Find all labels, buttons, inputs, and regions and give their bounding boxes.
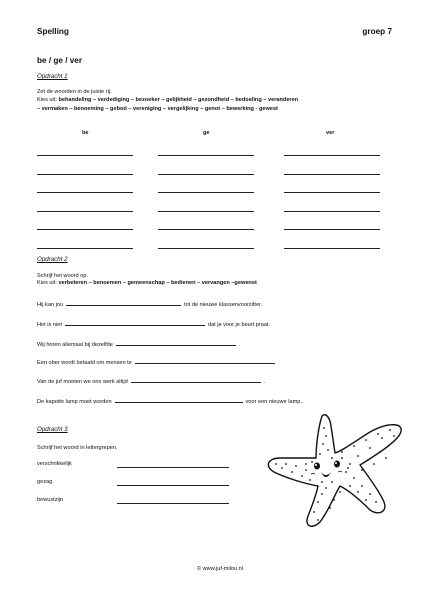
sentence-5 <box>37 377 265 386</box>
starfish-dot <box>369 447 371 449</box>
answer-line-ver-6[interactable] <box>284 248 380 249</box>
split-word-2: gezag <box>37 479 53 485</box>
starfish-dot <box>321 481 323 483</box>
answer-line-ge-2[interactable] <box>158 174 254 175</box>
answer-line-be-2[interactable] <box>37 174 133 175</box>
starfish-dot <box>353 477 355 479</box>
answer-line-be-6[interactable] <box>37 248 133 249</box>
starfish-dot <box>339 491 341 493</box>
starfish-dot <box>357 491 359 493</box>
sentence-3-after: . <box>238 342 241 348</box>
starfish-outline <box>268 415 401 527</box>
opdracht2-instruction: Schrijf het woord op. <box>37 273 88 279</box>
split-word-2-line[interactable] <box>117 485 229 486</box>
answer-line-be-3[interactable] <box>37 192 133 193</box>
sentence-2-before: Het is niet <box>37 322 62 328</box>
answer-line-ge-1[interactable] <box>158 155 254 156</box>
sentence-2 <box>37 320 270 329</box>
opdracht1-title: Opdracht 1 <box>37 73 68 80</box>
starfish-dot <box>275 463 277 465</box>
worksheet-grade: groep 7 <box>362 27 392 36</box>
starfish-dot <box>325 435 327 437</box>
starfish-dot <box>281 467 283 469</box>
answer-line-ver-5[interactable] <box>284 229 380 230</box>
sentence-6-before: De kapotte lamp moet worden <box>37 399 112 405</box>
worksheet-subject: Spelling <box>37 27 69 36</box>
starfish-dot <box>319 453 321 455</box>
starfish-dot <box>361 485 363 487</box>
starfish-dot <box>357 455 359 457</box>
column-header-ver: ver <box>326 130 335 136</box>
opdracht2-title: Opdracht 2 <box>37 256 68 263</box>
starfish-dot <box>365 439 367 441</box>
sentence-1-after: tot de nieuwe klassenvoorzitter. <box>184 302 263 308</box>
sentence-5-blank[interactable] <box>131 377 261 383</box>
starfish-dot <box>377 433 379 435</box>
answer-line-be-4[interactable] <box>37 211 133 212</box>
starfish-dot <box>323 515 325 517</box>
sentence-5-before: Van de juf moeten we ons werk altijd <box>37 379 128 385</box>
split-word-1: verschrikkelijk <box>37 461 72 467</box>
split-word-3-line[interactable] <box>117 503 229 504</box>
starfish-dot <box>311 461 313 463</box>
starfish-dot <box>367 459 369 461</box>
starfish-dot <box>379 451 381 453</box>
starfish-dot <box>345 471 347 473</box>
starfish-dot <box>369 493 371 495</box>
opdracht1-kies-words-1: behandeling – verdediging – bezoeker – gelijkheid – gezondheid – bedoeling – veranderen <box>58 97 299 103</box>
answer-line-ver-2[interactable] <box>284 174 380 175</box>
opdracht2-word-bank <box>37 279 397 288</box>
split-word-1-line[interactable] <box>117 467 229 468</box>
starfish-dot <box>321 493 323 495</box>
sentence-4-before: Een ober wordt betaald om mensen te <box>37 360 132 366</box>
starfish-dot <box>301 475 303 477</box>
starfish-dot <box>385 457 387 459</box>
starfish-dot <box>305 463 307 465</box>
starfish-dot <box>389 429 391 431</box>
sentence-1-blank[interactable] <box>66 300 181 306</box>
starfish-dot <box>349 463 351 465</box>
sentence-2-blank[interactable] <box>65 320 205 326</box>
sentence-4-blank[interactable] <box>135 358 275 364</box>
starfish-dot <box>322 443 324 445</box>
starfish-dot <box>365 499 367 501</box>
starfish-dot <box>317 519 319 521</box>
split-word-3: bewustzijn <box>37 497 64 503</box>
starfish-dot <box>347 467 349 469</box>
starfish-dot <box>331 457 333 459</box>
opdracht1-word-bank <box>37 96 397 114</box>
answer-line-be-1[interactable] <box>37 155 133 156</box>
answer-line-be-5[interactable] <box>37 229 133 230</box>
answer-line-ver-1[interactable] <box>284 155 380 156</box>
opdracht1-kies-words-2: – vermaken – benoeming – gebod – vereniging – vergelijking – genot – bewerking - gewest <box>37 106 278 112</box>
opdracht1-instruction: Zet de woorden in de juiste rij. <box>37 89 112 95</box>
starfish-dot <box>353 445 355 447</box>
starfish-dot <box>375 501 377 503</box>
starfish-dot <box>323 427 325 429</box>
answer-line-ge-6[interactable] <box>158 248 254 249</box>
sentence-1 <box>37 300 262 309</box>
starfish-dot <box>381 437 383 439</box>
sentence-3-blank[interactable] <box>116 340 236 346</box>
starfish-dot <box>291 471 293 473</box>
starfish-dot <box>341 457 343 459</box>
starfish-dot <box>325 487 327 489</box>
opdracht3-instruction: Schrijf het woord in lettergrepen. <box>37 445 118 451</box>
answer-line-ver-3[interactable] <box>284 192 380 193</box>
answer-line-ge-3[interactable] <box>158 192 254 193</box>
sentence-2-after: dat je voor je beurt praat. <box>207 322 271 328</box>
sentence-5-after: . <box>263 379 266 385</box>
column-header-be: be <box>82 130 89 136</box>
answer-line-ge-5[interactable] <box>158 229 254 230</box>
starfish-left-eye <box>314 463 320 470</box>
copyright-footer: © www.juf-milou.nl <box>196 566 244 572</box>
starfish-dot <box>373 463 375 465</box>
starfish-dot <box>309 479 311 481</box>
starfish-illustration <box>262 408 412 533</box>
sentence-1-before: Hij kan jou <box>37 302 64 308</box>
sentence-3 <box>37 340 240 349</box>
starfish-dot <box>393 435 395 437</box>
starfish-dot <box>327 449 329 451</box>
starfish-dot <box>295 465 297 467</box>
opdracht3-title: Opdracht 3 <box>37 426 68 433</box>
worksheet-topic: be / ge / ver <box>37 56 83 65</box>
starfish-dot <box>341 451 343 453</box>
answer-line-ver-4[interactable] <box>284 211 380 212</box>
starfish-right-eye <box>334 461 340 468</box>
starfish-dot <box>285 463 287 465</box>
sentence-6-after: voor een nieuwe lamp.. <box>245 399 304 405</box>
opdracht2-kies-words: verbeteren – benoemen – gemeenschap – bedienen – vervangen –gewenst <box>58 280 257 286</box>
starfish-dot <box>349 485 351 487</box>
sentence-4 <box>37 358 278 367</box>
starfish-dot <box>333 499 335 501</box>
sentence-6-blank[interactable] <box>115 397 243 403</box>
starfish-dot <box>361 469 363 471</box>
starfish-dot <box>305 469 307 471</box>
sentence-6 <box>37 397 303 406</box>
column-header-ge: ge <box>203 130 210 136</box>
starfish-dot <box>331 481 333 483</box>
opdracht2-kies-label: Kies uit: <box>37 280 57 286</box>
sentence-3-before: Wij horen allemaal bij dezelfde <box>37 342 113 348</box>
starfish-dot <box>329 507 331 509</box>
starfish-dot <box>317 501 319 503</box>
answer-line-ge-4[interactable] <box>158 211 254 212</box>
opdracht1-kies-label: Kies uit: <box>37 97 57 103</box>
starfish-dot <box>313 511 315 513</box>
